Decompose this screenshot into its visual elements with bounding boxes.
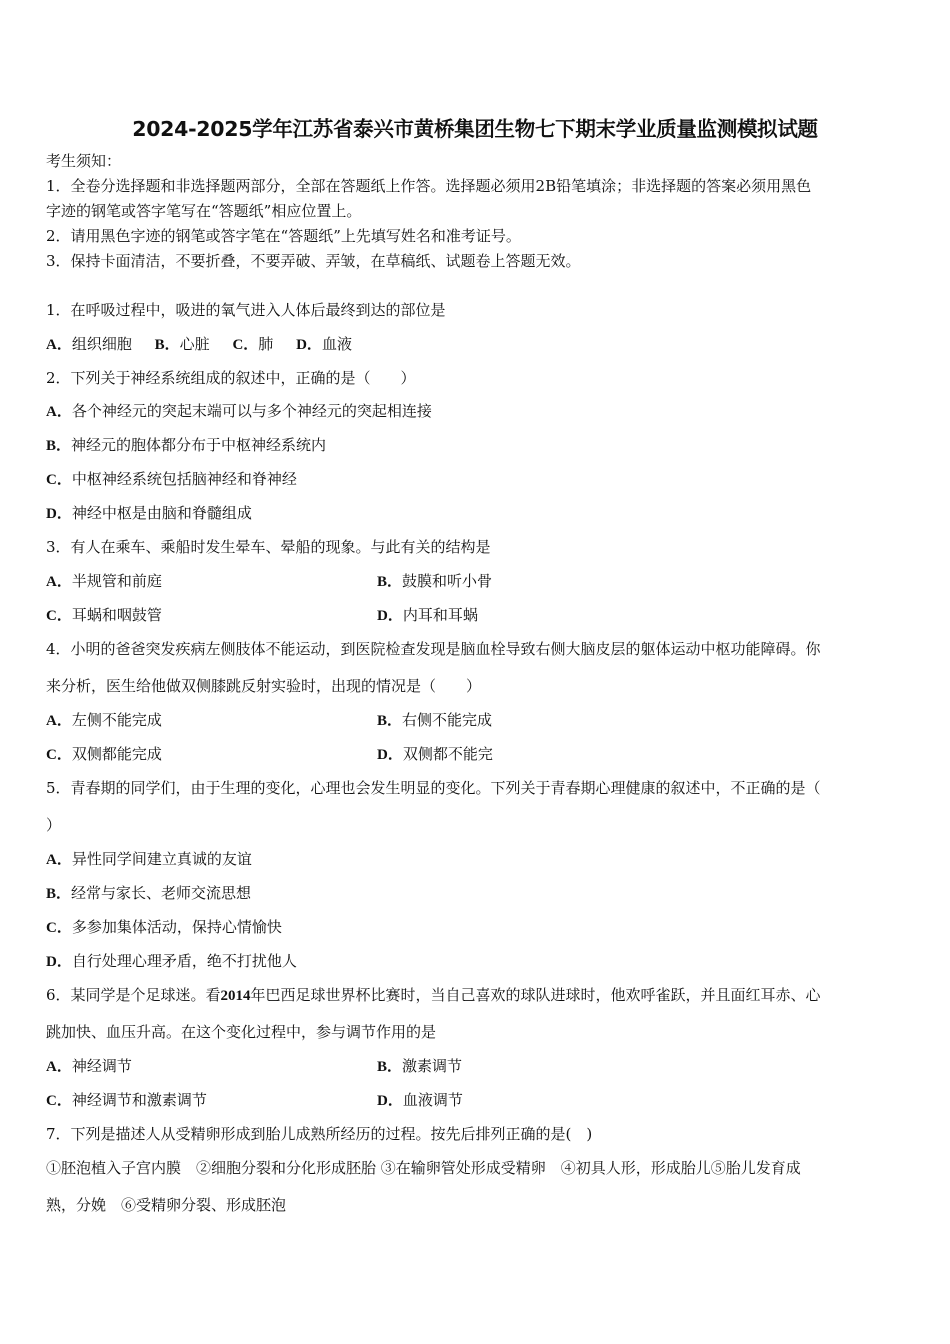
question-4-stem-line-1: 4．小明的爸爸突发疾病左侧肢体不能运动，到医院检查发现是脑血栓导致右侧大脑皮层的躯体运动中枢功能障碍。你 bbox=[46, 640, 821, 658]
question-6-option-a: A．神经调节 bbox=[46, 1057, 132, 1075]
question-7-steps-line-1: ①胚泡植入子宫内膜 ②细胞分裂和分化形成胚胎 ③在输卵管处形成受精卵 ④初具人形，形成胎儿⑤胎儿发育成 bbox=[46, 1159, 801, 1177]
question-3-stem: 3．有人在乘车、乘船时发生晕车、晕船的现象。与此有关的结构是 bbox=[46, 538, 491, 556]
question-4-option-d: D．双侧都不能完 bbox=[377, 745, 493, 763]
question-4-option-c: C．双侧都能完成 bbox=[46, 745, 162, 763]
question-4-option-a: A．左侧不能完成 bbox=[46, 711, 162, 729]
question-2-option-c: C．中枢神经系统包括脑神经和脊神经 bbox=[46, 470, 297, 488]
question-1-option-b: B．心脏 bbox=[154, 335, 210, 353]
notice-item-2: 2．请用黑色字迹的钢笔或答字笔在“答题纸”上先填写姓名和准考证号。 bbox=[46, 227, 521, 245]
question-3-option-c: C．耳蜗和咽鼓管 bbox=[46, 606, 162, 624]
question-5-stem-line-1: 5．青春期的同学们，由于生理的变化，心理也会发生明显的变化。下列关于青春期心理健康的叙述中，不正确的是（ bbox=[46, 779, 821, 797]
question-2-option-a: A．各个神经元的突起末端可以与多个神经元的突起相连接 bbox=[46, 402, 432, 420]
question-5-option-b: B．经常与家长、老师交流思想 bbox=[46, 884, 252, 902]
question-2-stem: 2．下列关于神经系统组成的叙述中，正确的是（ ） bbox=[46, 369, 416, 387]
question-3-option-a: A．半规管和前庭 bbox=[46, 572, 162, 590]
question-1-options bbox=[46, 334, 908, 355]
question-5-option-c: C．多参加集体活动，保持心情愉快 bbox=[46, 918, 282, 936]
question-6-option-d: D．血液调节 bbox=[377, 1091, 463, 1109]
notice-item-3: 3．保持卡面清洁，不要折叠，不要弄破、弄皱，在草稿纸、试题卷上答题无效。 bbox=[46, 252, 581, 270]
question-3-option-d: D．内耳和耳蜗 bbox=[377, 606, 478, 624]
page-title: 2024-2025学年江苏省泰兴市黄桥集团生物七下期末学业质量监测模拟试题 bbox=[132, 117, 818, 141]
question-1-option-d: D．血液 bbox=[296, 335, 352, 353]
question-3-option-b: B．鼓膜和听小骨 bbox=[377, 572, 493, 590]
question-2-option-b: B．神经元的胞体都分布于中枢神经系统内 bbox=[46, 436, 327, 454]
notice-item-1-line-2: 字迹的钢笔或答字笔写在“答题纸”相应位置上。 bbox=[46, 202, 362, 220]
question-1-option-c: C．肺 bbox=[232, 335, 274, 353]
question-6-stem-line-1: 6．某同学是个足球迷。看2014年巴西足球世界杯比赛时，当自己喜欢的球队进球时，他欢呼雀跃，并且面红耳赤、心 bbox=[46, 986, 821, 1004]
question-4-stem-line-2: 来分析，医生给他做双侧膝跳反射实验时，出现的情况是（ ） bbox=[46, 677, 482, 695]
notice-heading: 考生须知： bbox=[46, 152, 122, 170]
question-6-option-c: C．神经调节和激素调节 bbox=[46, 1091, 207, 1109]
question-6-stem-line-2: 跳加快、血压升高。在这个变化过程中，参与调节作用的是 bbox=[46, 1023, 437, 1041]
question-7-steps-line-2: 熟，分娩 ⑥受精卵分裂、形成胚泡 bbox=[46, 1196, 287, 1214]
question-7-stem: 7．下列是描述人从受精卵形成到胎儿成熟所经历的过程。按先后排列正确的是( ) bbox=[46, 1125, 593, 1143]
question-4-option-b: B．右侧不能完成 bbox=[377, 711, 493, 729]
question-1-option-a: A．组织细胞 bbox=[46, 335, 132, 353]
question-5-option-a: A．异性同学间建立真诚的友谊 bbox=[46, 850, 252, 868]
notice-item-1-line-1: 1．全卷分选择题和非选择题两部分，全部在答题纸上作答。选择题必须用2B铅笔填涂；非选择题的答案必须用黑色 bbox=[46, 177, 812, 195]
question-5-option-d: D．自行处理心理矛盾，绝不打扰他人 bbox=[46, 952, 297, 970]
question-2-option-d: D．神经中枢是由脑和脊髓组成 bbox=[46, 504, 252, 522]
question-5-stem-line-2: ） bbox=[46, 816, 62, 834]
question-1-stem: 1．在呼吸过程中，吸进的氧气进入人体后最终到达的部位是 bbox=[46, 301, 446, 319]
question-6-option-b: B．激素调节 bbox=[377, 1057, 463, 1075]
